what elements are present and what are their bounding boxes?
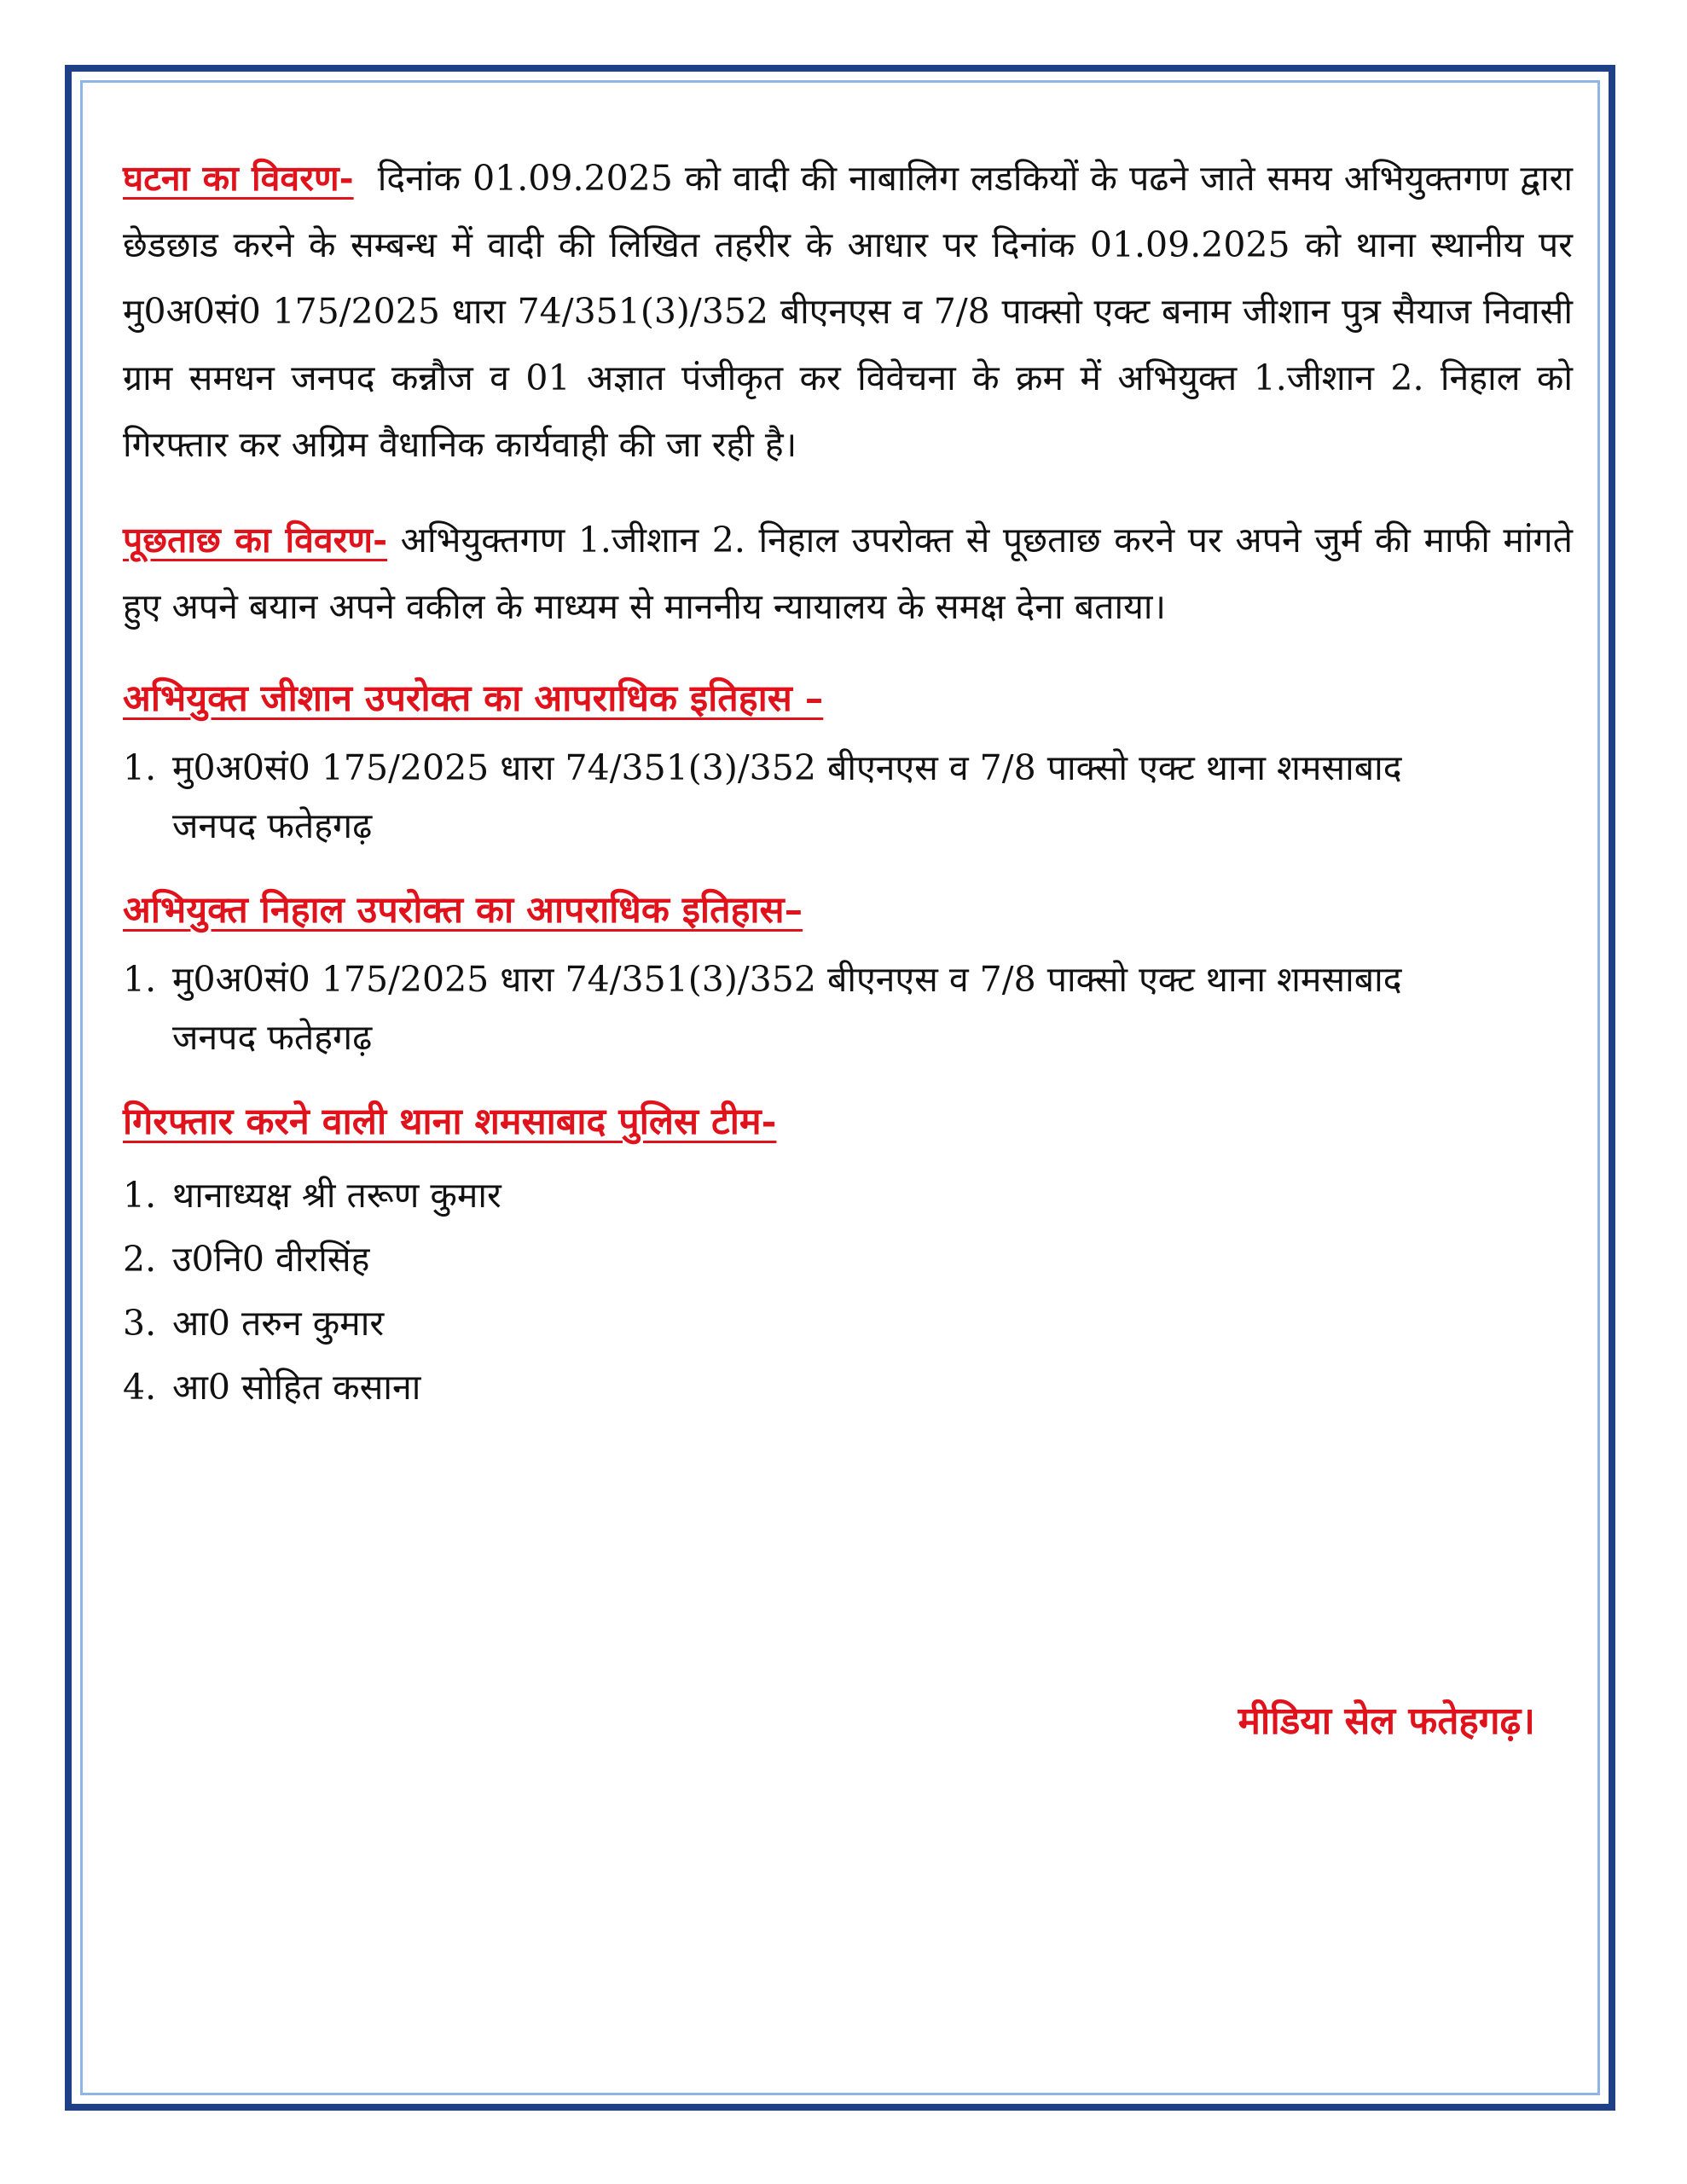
history-nihal-section [123, 880, 1573, 1066]
incident-heading: घटना का विवरण- [123, 158, 354, 199]
police-team-heading: गिरफ्तार करने वाली थाना शमसाबाद पुलिस टीम- [123, 1101, 777, 1143]
history-zeeshan-list [123, 739, 1573, 855]
police-team-list [123, 1164, 1573, 1420]
incident-paragraph [123, 145, 1573, 478]
list-item-text: मु0अ0सं0 175/2025 धारा 74/351(3)/352 बीएनएस व 7/8 पाक्सो एक्ट थाना शमसाबाद जनपद फतेहगढ़ [172, 747, 1402, 846]
list-item-text: थानाध्यक्ष श्री तरूण कुमार [172, 1175, 501, 1216]
press-note-body [123, 145, 1573, 1420]
list-item-number: 4. [123, 1367, 157, 1408]
list-item-number: 3. [123, 1303, 157, 1344]
list-item-text: आ0 सोहित कसाना [172, 1367, 421, 1408]
list-item [123, 1356, 1573, 1420]
police-team-section [123, 1092, 1573, 1420]
history-zeeshan-heading: अभियुक्त जीशान उपरोक्त का आपराधिक इतिहास – [123, 677, 824, 720]
list-item-text: मु0अ0सं0 175/2025 धारा 74/351(3)/352 बीएनएस व 7/8 पाक्सो एक्ट थाना शमसाबाद जनपद फतेहगढ़ [172, 959, 1402, 1058]
list-item-number: 1. [123, 959, 157, 1000]
list-item [123, 950, 1452, 1066]
list-item [123, 1228, 1573, 1292]
interrogation-heading: पूछताछ का विवरण- [123, 520, 388, 561]
list-item [123, 1292, 1573, 1356]
list-item-text: उ0नि0 वीरसिंह [172, 1239, 370, 1280]
list-item-number: 1. [123, 1175, 157, 1216]
history-zeeshan-section [123, 669, 1573, 855]
list-item-number: 1. [123, 747, 157, 788]
signature-media-cell: मीडिया सेल फतेहगढ़। [1238, 1699, 1535, 1743]
incident-text: दिनांक 01.09.2025 को वादी की नाबालिग लडकियों के पढने जाते समय अभियुक्तगण द्वारा छेडछाड करने के सम्बन्ध में वादी की लिखित तहरीर के आधार पर दिनांक 01.09.2025 को थाना स्थानीय पर मु0अ0सं0 175/2025 धारा 74/351(3)/352 बीएनएस व 7/8 पाक्सो एक्ट बनाम जीशान पुत्र सैयाज निवासी ग्राम समधन जनपद कन्नौज व 01 अज्ञात पंजीकृत कर विवेचना के क्रम में अभियुक्त 1.जीशान 2. निहाल को गिरफ्तार कर अग्रिम वैधानिक कार्यवाही की जा रही है। [123, 158, 1573, 465]
interrogation-text: अभियुक्तगण 1.जीशान 2. निहाल उपरोक्त से पूछताछ करने पर अपने जुर्म की माफी मांगते हुए अपने बयान अपने वकील के माध्यम से माननीय न्यायालय के समक्ष देना बताया। [123, 520, 1573, 627]
list-item [123, 1164, 1573, 1228]
history-nihal-heading: अभियुक्त निहाल उपरोक्त का आपराधिक इतिहास– [123, 889, 803, 932]
interrogation-paragraph [123, 507, 1573, 640]
history-nihal-list [123, 950, 1573, 1066]
list-item [123, 739, 1452, 855]
list-item-text: आ0 तरुन कुमार [172, 1303, 385, 1344]
list-item-number: 2. [123, 1239, 157, 1280]
